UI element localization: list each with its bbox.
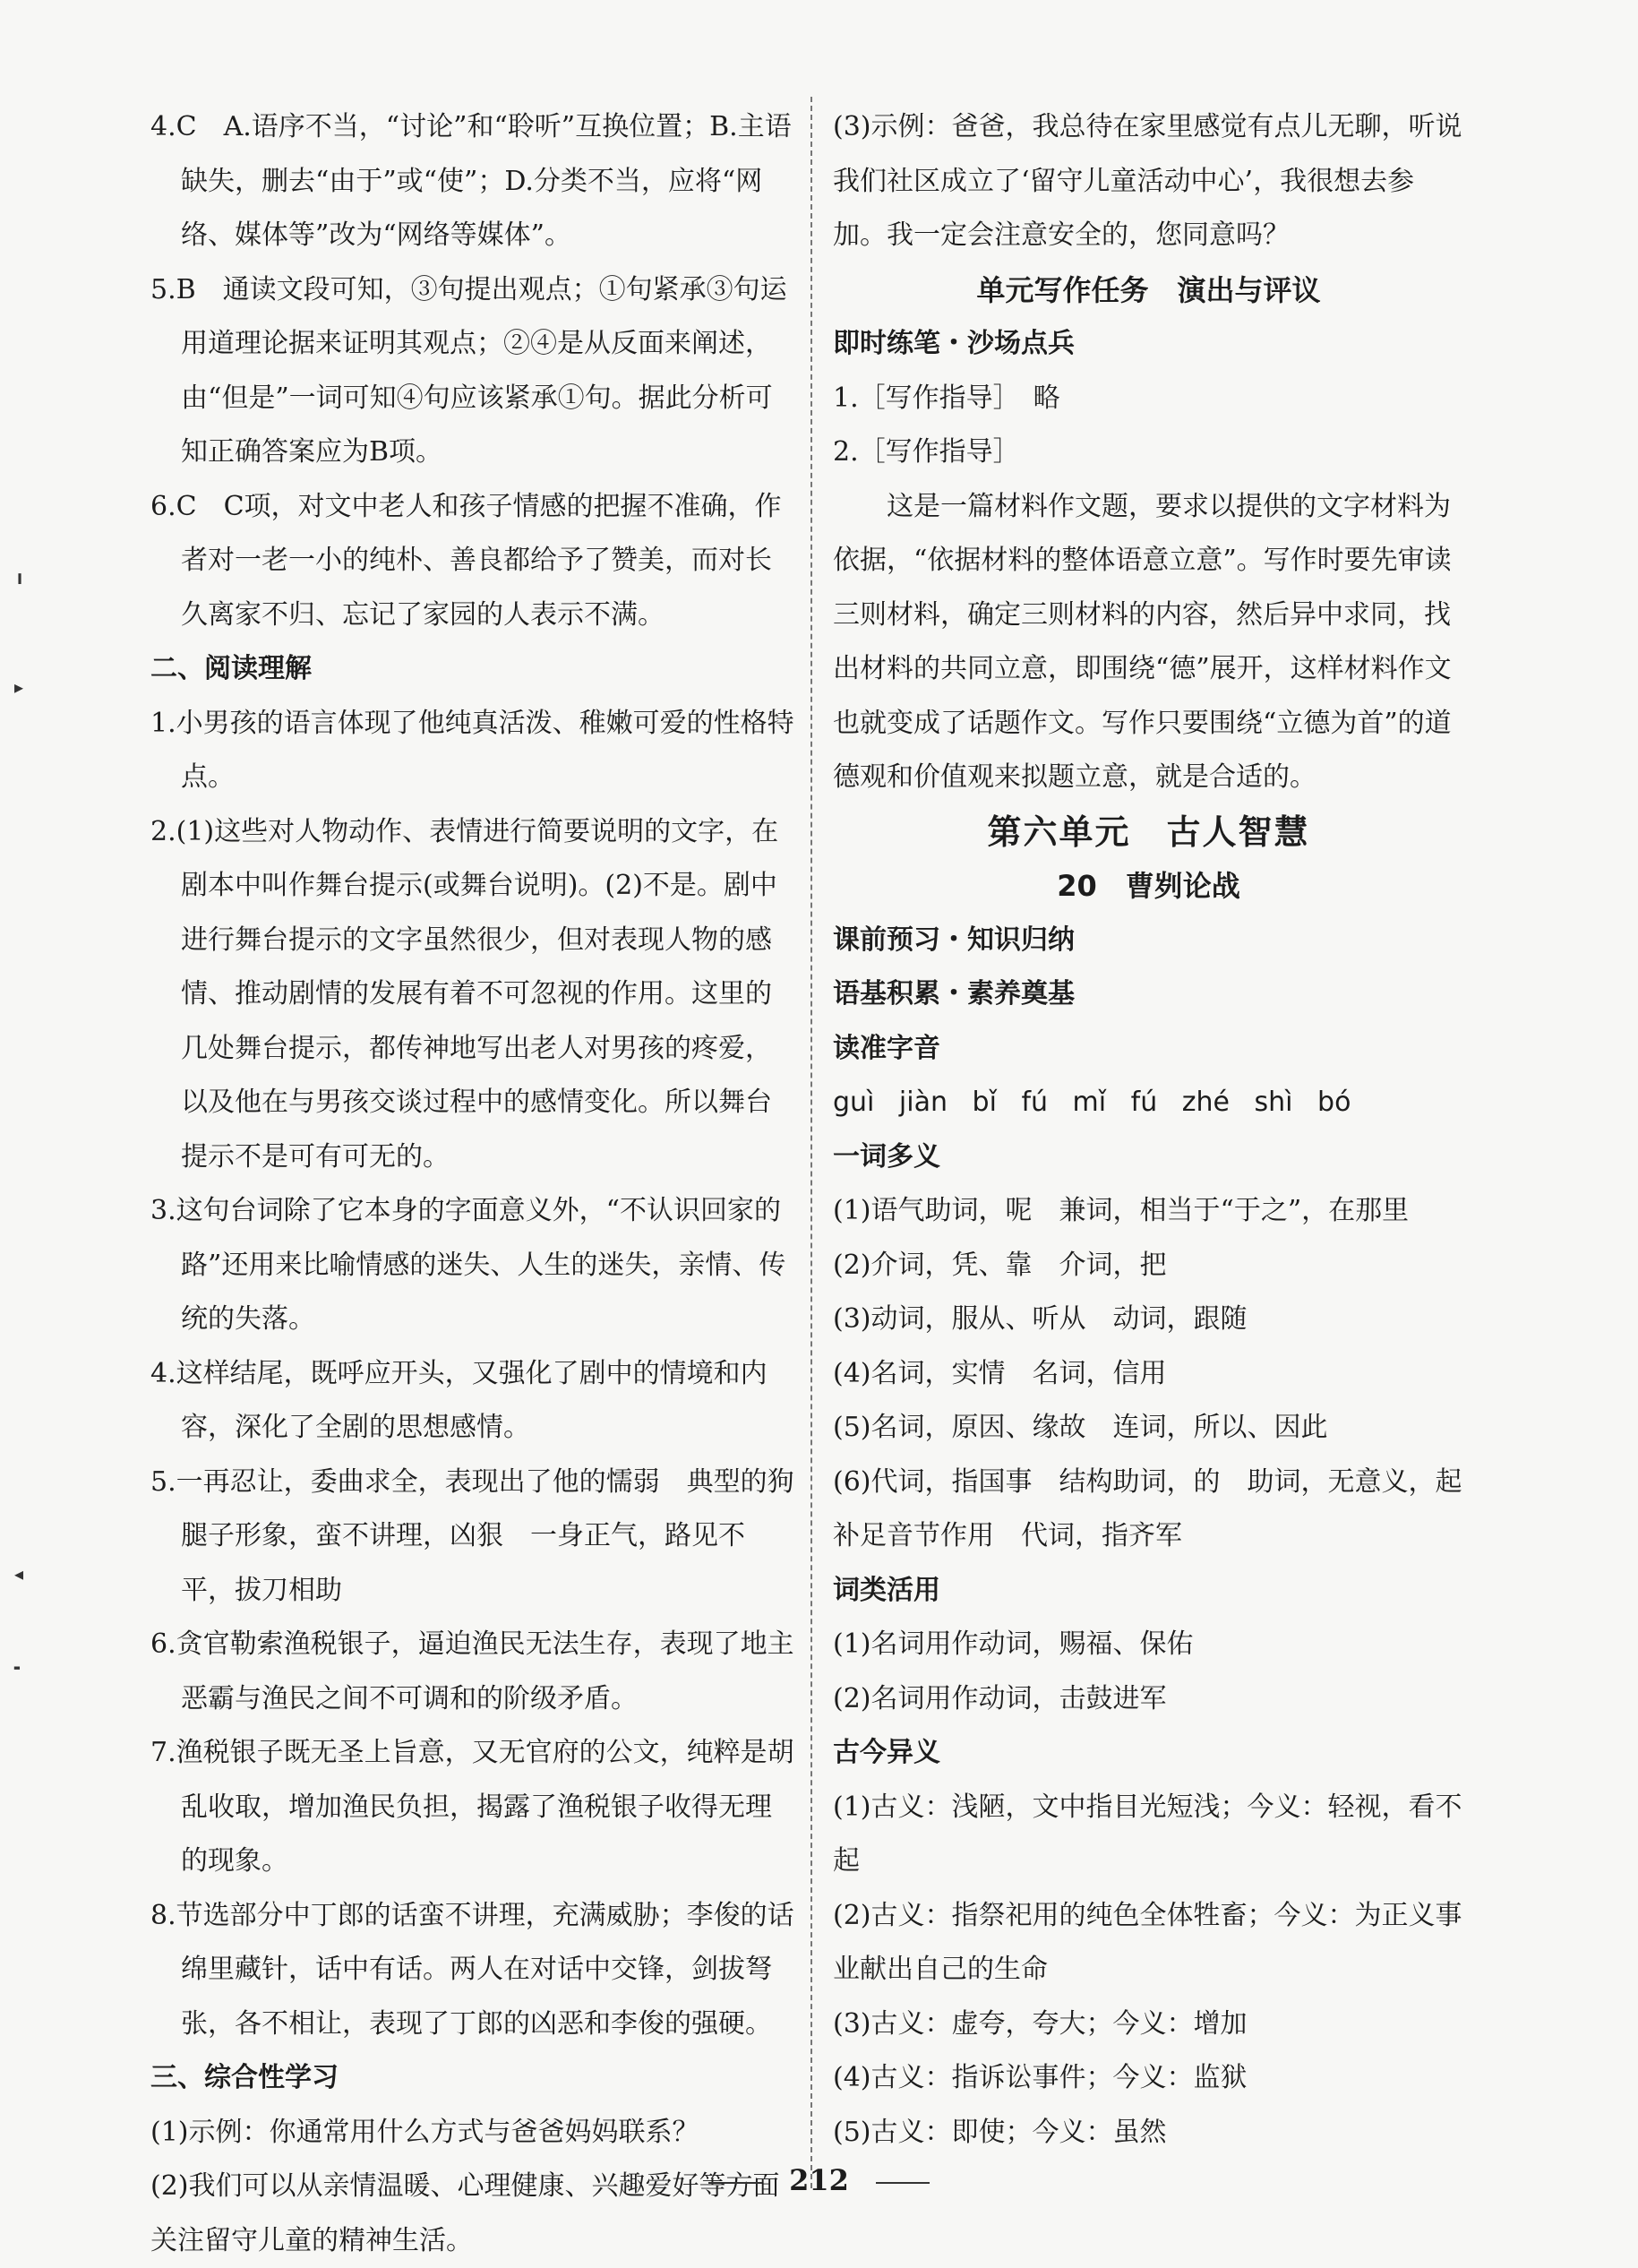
footer-dash-right <box>876 2182 930 2184</box>
answer-item: 4.这样结尾，既呼应开头，又强化了剧中的情境和内容，深化了全剧的思想感情。 <box>150 1357 768 1443</box>
section-heading: 二、阅读理解 <box>150 653 312 684</box>
text-line: 2.［写作指导］ <box>833 436 1020 468</box>
page-footer <box>0 2163 1638 2197</box>
text-line: (2)名词用作动词，击鼓进军 <box>833 1682 1167 1714</box>
text-line: (3)古义：虚夸，夸大；今义：增加 <box>833 2007 1248 2040</box>
text-line: (5)名词，原因、缘故 连词，所以、因此 <box>833 1412 1328 1443</box>
text-line: (2)我们可以从亲情温暖、心理健康、兴趣爱好等方面关注留守儿童的精神生活。 <box>150 2170 780 2256</box>
answer-item: 7.渔税银子既无圣上旨意，又无官府的公文，纯粹是胡乱收取，增加渔民负担，揭露了渔税银子收得无理的现象。 <box>150 1737 794 1877</box>
answer-item: 5.一再忍让，委曲求全，表现出了他的懦弱 典型的狗腿子形象，蛮不讲理，凶狠 一身正气，路见不平，拔刀相助 <box>150 1465 794 1606</box>
text-line: (2)古义：指祭祀用的纯色全体牲畜；今义：为正义事业献出自己的生命 <box>833 1899 1462 1985</box>
answer-item: 2.(1)这些对人物动作、表情进行简要说明的文字，在剧本中叫作舞台提示(或舞台说明)。(2)不是。剧中进行舞台提示的文字虽然很少，但对表现人物的感情、推动剧情的发展有着不可忽视的作用。这里的几处舞台提示，都传神地写出老人对男孩的疼爱，以及他在与男孩交谈过程中的感情变化。所以舞台提示不是可有可无的。 <box>150 815 779 1173</box>
left-column <box>150 100 795 2268</box>
pinyin-line: guì jiàn bǐ fú mǐ fú zhé shì bó <box>833 1087 1351 1118</box>
section-heading: 读准字音 <box>833 1032 940 1064</box>
section-heading: 一词多义 <box>833 1140 940 1173</box>
text-line: (6)代词，指国事 结构助词，的 助词，无意义，起补足音节作用 代词，指齐军 <box>833 1465 1462 1551</box>
footer-dash-left <box>708 2182 762 2184</box>
unit-title: 第六单元 古人智慧 <box>987 812 1310 852</box>
text-line: (5)古义：即使；今义：虽然 <box>833 2116 1167 2148</box>
text-line: (3)动词，服从、听从 动词，跟随 <box>833 1303 1248 1335</box>
section-heading: 课前预习・知识归纳 <box>833 924 1075 956</box>
margin-mark: ╸ <box>14 1657 26 1679</box>
margin-mark: ▸ <box>14 676 24 698</box>
right-column <box>833 100 1464 2160</box>
text-line: 1.［写作指导］ 略 <box>833 382 1060 414</box>
answer-item: 6.贪官勒索渔税银子，逼迫渔民无法生存，表现了地主恶霸与渔民之间不可调和的阶级矛盾。 <box>150 1628 794 1714</box>
text-line: (2)介词，凭、靠 介词，把 <box>833 1249 1167 1281</box>
section-heading: 即时练笔・沙场点兵 <box>833 328 1075 359</box>
text-line: (1)名词用作动词，赐福、保佑 <box>833 1628 1194 1660</box>
paragraph: 这是一篇材料作文题，要求以提供的文字材料为依据，“依据材料的整体语意立意”。写作时要先审读三则材料，确定三则材料的内容，然后异中求同，找出材料的共同立意，即围绕“德”展开，这样材料作文也就变成了话题作文。写作只要围绕“立德为首”的道德观和价值观来拟题立意，就是合适的。 <box>833 490 1452 793</box>
margin-mark: ╹ <box>14 573 26 595</box>
answer-item: 5.B 通读文段可知，③句提出观点；①句紧承③句运用道理论据来证明其观点；②④是从反面来阐述，由“但是”一词可知④句应该紧承①句。据此分析可知正确答案应为B项。 <box>150 273 787 468</box>
section-heading: 词类活用 <box>833 1574 940 1606</box>
subsection-title: 20 曹刿论战 <box>1057 869 1240 903</box>
text-line: (1)语气助词，呢 兼词，相当于“于之”，在那里 <box>833 1195 1410 1226</box>
text-line: (4)古义：指诉讼事件；今义：监狱 <box>833 2062 1248 2093</box>
answer-item: 6.C C项，对文中老人和孩子情感的把握不准确，作者对一老一小的纯朴、善良都给予了赞美，而对长久离家不归、忘记了家园的人表示不满。 <box>150 490 782 631</box>
text-line: (1)古义：浅陋，文中指目光短浅；今义：轻视，看不起 <box>833 1791 1462 1877</box>
answer-item: 3.这句台词除了它本身的字面意义外，“不认识回家的路”还用来比喻情感的迷失、人生的迷失，亲情、传统的失落。 <box>150 1195 786 1335</box>
page-number: 212 <box>789 2163 849 2197</box>
margin-mark: ◂ <box>14 1563 24 1585</box>
section-heading: 古今异义 <box>833 1737 940 1768</box>
subsection-title: 单元写作任务 演出与评议 <box>976 272 1321 307</box>
section-heading: 语基积累・素养奠基 <box>833 978 1075 1009</box>
text-line: (1)示例：你通常用什么方式与爸爸妈妈联系？ <box>150 2116 699 2148</box>
text-line: (4)名词，实情 名词，信用 <box>833 1357 1167 1389</box>
column-divider <box>810 97 812 2188</box>
text-line: (3)示例：爸爸，我总待在家里感觉有点儿无聊，听说我们社区成立了‘留守儿童活动中心’，我很想去参加。我一定会注意安全的，您同意吗？ <box>833 111 1462 251</box>
answer-item: 4.C A.语序不当，“讨论”和“聆听”互换位置；B.主语缺失，删去“由于”或“使”；D.分类不当，应将“网络、媒体等”改为“网络等媒体”。 <box>150 111 792 251</box>
answer-item: 8.节选部分中丁郎的话蛮不讲理，充满威胁；李俊的话绵里藏针，话中有话。两人在对话中交锋，剑拔弩张，各不相让，表现了丁郎的凶恶和李俊的强硬。 <box>150 1899 794 2040</box>
section-heading: 三、综合性学习 <box>150 2062 339 2093</box>
answer-item: 1.小男孩的语言体现了他纯真活泼、稚嫩可爱的性格特点。 <box>150 707 794 793</box>
